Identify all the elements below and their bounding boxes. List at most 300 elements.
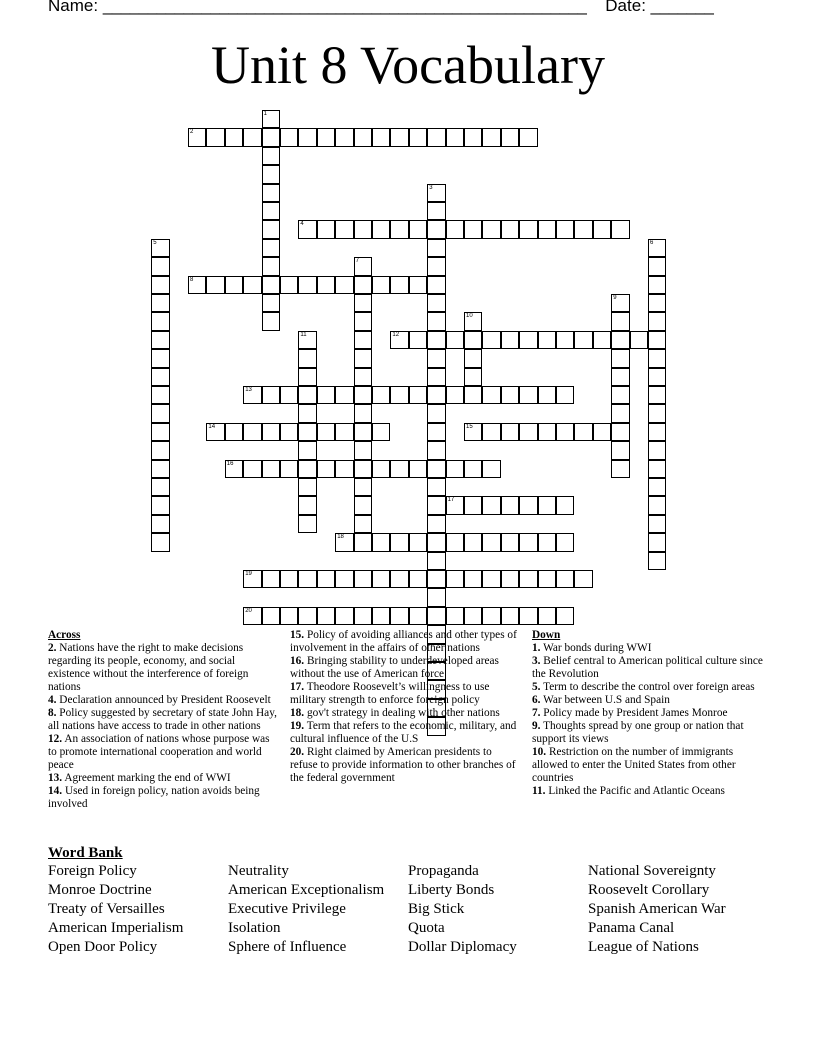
- crossword-cell[interactable]: [611, 386, 629, 404]
- crossword-cell[interactable]: [611, 312, 629, 330]
- crossword-cell[interactable]: [427, 349, 445, 367]
- crossword-cell[interactable]: [262, 202, 280, 220]
- crossword-cell[interactable]: [446, 496, 464, 514]
- crossword-cell[interactable]: [390, 276, 408, 294]
- clue-num: 9.: [532, 720, 541, 732]
- crossword-cell[interactable]: [556, 331, 574, 349]
- crossword-cell[interactable]: [151, 441, 169, 459]
- crossword-cell[interactable]: [611, 441, 629, 459]
- crossword-cell[interactable]: [372, 607, 390, 625]
- clue-text: Agreement marking the end of WWI: [62, 772, 231, 784]
- crossword-cell[interactable]: [464, 128, 482, 146]
- crossword-cell[interactable]: [648, 404, 666, 422]
- crossword-cell[interactable]: [427, 257, 445, 275]
- crossword-cell[interactable]: [482, 533, 500, 551]
- crossword-cell[interactable]: [648, 276, 666, 294]
- crossword-cell[interactable]: [372, 570, 390, 588]
- crossword-cell[interactable]: [354, 368, 372, 386]
- crossword-cell[interactable]: [298, 349, 316, 367]
- crossword-cell[interactable]: [427, 460, 445, 478]
- crossword-cell[interactable]: [206, 423, 224, 441]
- crossword-cell[interactable]: [574, 331, 592, 349]
- crossword-cell[interactable]: [427, 239, 445, 257]
- crossword-cell[interactable]: [243, 423, 261, 441]
- crossword-cell[interactable]: [262, 239, 280, 257]
- crossword-cell[interactable]: [354, 294, 372, 312]
- page-title: Unit 8 Vocabulary: [211, 35, 605, 95]
- crossword-cell[interactable]: [446, 533, 464, 551]
- crossword-cell[interactable]: [317, 460, 335, 478]
- crossword-cell[interactable]: [427, 552, 445, 570]
- crossword-cell[interactable]: [262, 165, 280, 183]
- crossword-cell[interactable]: [280, 386, 298, 404]
- crossword-cell[interactable]: [501, 386, 519, 404]
- crossword-cell[interactable]: [317, 423, 335, 441]
- crossword-cell[interactable]: [464, 533, 482, 551]
- crossword-cell[interactable]: [298, 276, 316, 294]
- crossword-cell[interactable]: [427, 496, 445, 514]
- crossword-cell[interactable]: [390, 570, 408, 588]
- crossword-cell[interactable]: [390, 460, 408, 478]
- crossword-cell[interactable]: [262, 312, 280, 330]
- crossword-cell[interactable]: [464, 423, 482, 441]
- crossword-cell[interactable]: [151, 368, 169, 386]
- crossword-cell[interactable]: [501, 423, 519, 441]
- crossword-cell[interactable]: [354, 276, 372, 294]
- crossword-cell[interactable]: [648, 441, 666, 459]
- crossword-cell[interactable]: [280, 607, 298, 625]
- crossword-cell[interactable]: [225, 128, 243, 146]
- crossword-cell[interactable]: [427, 423, 445, 441]
- crossword-cell[interactable]: [262, 276, 280, 294]
- crossword-cell[interactable]: [611, 460, 629, 478]
- clue-text: Right claimed by American presidents to refuse to provide information to other branches of the federal government: [290, 746, 516, 784]
- crossword-cell[interactable]: [225, 276, 243, 294]
- crossword-cell[interactable]: [464, 331, 482, 349]
- crossword-cell[interactable]: [262, 220, 280, 238]
- crossword-cell[interactable]: [611, 404, 629, 422]
- crossword-cell[interactable]: [446, 331, 464, 349]
- crossword-cell[interactable]: [409, 128, 427, 146]
- crossword-cell[interactable]: [262, 607, 280, 625]
- crossword-cell[interactable]: [298, 515, 316, 533]
- crossword-cell[interactable]: [648, 515, 666, 533]
- crossword-cell[interactable]: [372, 276, 390, 294]
- crossword-cell[interactable]: [151, 533, 169, 551]
- word-bank-item: Foreign Policy: [48, 863, 137, 879]
- clue-text: Declaration announced by President Roosevelt: [56, 694, 271, 706]
- crossword-cell[interactable]: [501, 533, 519, 551]
- crossword-cell[interactable]: [354, 515, 372, 533]
- crossword-cell[interactable]: [427, 312, 445, 330]
- crossword-cell[interactable]: [464, 607, 482, 625]
- crossword-cell[interactable]: [427, 515, 445, 533]
- crossword-cell[interactable]: [409, 331, 427, 349]
- crossword-cell[interactable]: [354, 128, 372, 146]
- word-bank-item: American Exceptionalism: [228, 882, 385, 898]
- crossword-cell[interactable]: [151, 404, 169, 422]
- crossword-cell[interactable]: [464, 220, 482, 238]
- crossword-cell[interactable]: [188, 276, 206, 294]
- crossword-cell[interactable]: [280, 570, 298, 588]
- crossword-cell[interactable]: [446, 220, 464, 238]
- crossword-cell[interactable]: [538, 423, 556, 441]
- crossword-cell[interactable]: [630, 331, 648, 349]
- crossword-cell[interactable]: [335, 607, 353, 625]
- word-bank-item: Roosevelt Corollary: [588, 882, 710, 898]
- crossword-cell[interactable]: [335, 423, 353, 441]
- crossword-cell[interactable]: [611, 331, 629, 349]
- crossword-cell[interactable]: [280, 460, 298, 478]
- crossword-cell[interactable]: [335, 128, 353, 146]
- crossword-cell[interactable]: [556, 220, 574, 238]
- crossword-cell[interactable]: [464, 496, 482, 514]
- crossword-cell[interactable]: [593, 331, 611, 349]
- crossword-cell[interactable]: [317, 276, 335, 294]
- crossword-cell[interactable]: [243, 276, 261, 294]
- crossword-cell[interactable]: [464, 460, 482, 478]
- clue-item: [532, 681, 768, 694]
- crossword-cell[interactable]: [427, 441, 445, 459]
- crossword-cell[interactable]: [354, 220, 372, 238]
- clue-text: War between U.S and Spain: [540, 694, 670, 706]
- crossword-cell[interactable]: [317, 570, 335, 588]
- crossword-cell[interactable]: [298, 570, 316, 588]
- crossword-cell[interactable]: [262, 423, 280, 441]
- crossword-cell[interactable]: [151, 276, 169, 294]
- crossword-cell[interactable]: [372, 386, 390, 404]
- crossword-cell[interactable]: [519, 423, 537, 441]
- crossword-cell[interactable]: [409, 533, 427, 551]
- crossword-cell[interactable]: [335, 386, 353, 404]
- crossword-cell[interactable]: [648, 552, 666, 570]
- crossword-cell[interactable]: [464, 312, 482, 330]
- crossword-cell[interactable]: [151, 312, 169, 330]
- crossword-cell[interactable]: [427, 220, 445, 238]
- crossword-cell[interactable]: [280, 423, 298, 441]
- crossword-cell[interactable]: [335, 460, 353, 478]
- crossword-cell[interactable]: [151, 460, 169, 478]
- crossword-cell[interactable]: [225, 423, 243, 441]
- crossword-cell[interactable]: [372, 423, 390, 441]
- crossword-cell[interactable]: [262, 128, 280, 146]
- clue-item: [290, 681, 520, 707]
- crossword-cell[interactable]: [611, 294, 629, 312]
- crossword-cell[interactable]: [648, 349, 666, 367]
- crossword-cell[interactable]: [390, 331, 408, 349]
- crossword-cell[interactable]: [372, 460, 390, 478]
- crossword-cell[interactable]: [151, 496, 169, 514]
- date-line[interactable]: _______: [650, 0, 714, 15]
- clue-item: [290, 655, 520, 681]
- crossword-cell[interactable]: [298, 423, 316, 441]
- crossword-cell[interactable]: [243, 607, 261, 625]
- crossword-cell[interactable]: [298, 220, 316, 238]
- crossword-cell[interactable]: [354, 607, 372, 625]
- crossword-cell[interactable]: [538, 331, 556, 349]
- word-bank-item: Monroe Doctrine: [48, 882, 152, 898]
- crossword-cell[interactable]: [335, 276, 353, 294]
- clue-num: 11.: [532, 785, 546, 797]
- crossword-cell[interactable]: [482, 607, 500, 625]
- crossword-cell[interactable]: [335, 533, 353, 551]
- crossword-cell[interactable]: [482, 496, 500, 514]
- crossword-cell[interactable]: [298, 404, 316, 422]
- crossword-cell[interactable]: [354, 386, 372, 404]
- crossword-cell[interactable]: [427, 570, 445, 588]
- clue-num: 3.: [532, 655, 541, 667]
- crossword-cell[interactable]: [243, 460, 261, 478]
- crossword-cell[interactable]: [317, 386, 335, 404]
- clue-num: 20.: [290, 746, 305, 758]
- crossword-cell[interactable]: [151, 239, 169, 257]
- crossword-cell[interactable]: [298, 331, 316, 349]
- crossword-cell[interactable]: [482, 423, 500, 441]
- crossword-cell[interactable]: [648, 460, 666, 478]
- crossword-cell[interactable]: [151, 515, 169, 533]
- crossword-cell[interactable]: [354, 570, 372, 588]
- crossword-cell[interactable]: [482, 460, 500, 478]
- crossword-cell[interactable]: [354, 349, 372, 367]
- crossword-cell[interactable]: [501, 570, 519, 588]
- crossword-cell[interactable]: [354, 257, 372, 275]
- crossword-cell[interactable]: [648, 312, 666, 330]
- crossword-cell[interactable]: [188, 128, 206, 146]
- crossword-cell[interactable]: [519, 386, 537, 404]
- crossword-cell[interactable]: [280, 276, 298, 294]
- crossword-cell[interactable]: [317, 220, 335, 238]
- crossword-cell[interactable]: [354, 312, 372, 330]
- crossword-cell[interactable]: [593, 220, 611, 238]
- crossword-cell[interactable]: [280, 128, 298, 146]
- crossword-cell[interactable]: [556, 386, 574, 404]
- crossword-cell[interactable]: [427, 331, 445, 349]
- crossword-cell[interactable]: [519, 533, 537, 551]
- crossword-cell[interactable]: [648, 423, 666, 441]
- word-bank-item: Neutrality: [228, 863, 289, 879]
- crossword-cell[interactable]: [648, 368, 666, 386]
- crossword-cell[interactable]: [151, 386, 169, 404]
- crossword-cell[interactable]: [151, 294, 169, 312]
- crossword-cell[interactable]: [501, 496, 519, 514]
- crossword-cell[interactable]: [390, 220, 408, 238]
- crossword-cell[interactable]: [335, 220, 353, 238]
- crossword-cell[interactable]: [538, 496, 556, 514]
- crossword-cell[interactable]: [317, 607, 335, 625]
- crossword-cell[interactable]: [317, 128, 335, 146]
- crossword-cell[interactable]: [335, 570, 353, 588]
- clue-num: 4.: [48, 694, 57, 706]
- clue-number: 1: [263, 111, 267, 117]
- crossword-cell[interactable]: [409, 386, 427, 404]
- crossword-cell[interactable]: [519, 496, 537, 514]
- crossword-cell[interactable]: [648, 294, 666, 312]
- crossword-cell[interactable]: [464, 570, 482, 588]
- crossword-cell[interactable]: [151, 331, 169, 349]
- crossword-cell[interactable]: [354, 533, 372, 551]
- crossword-cell[interactable]: [427, 294, 445, 312]
- crossword-cell[interactable]: [519, 331, 537, 349]
- crossword-cell[interactable]: [556, 607, 574, 625]
- clue-text: Nations have the right to make decisions regarding its people, economy, and social existence without the interference of foreign nations: [48, 642, 249, 693]
- crossword-cell[interactable]: [427, 128, 445, 146]
- crossword-cell[interactable]: [262, 184, 280, 202]
- crossword-cell[interactable]: [648, 496, 666, 514]
- crossword-cell[interactable]: [262, 110, 280, 128]
- crossword-cell[interactable]: [648, 331, 666, 349]
- crossword-cell[interactable]: [482, 331, 500, 349]
- crossword-cell[interactable]: [648, 386, 666, 404]
- clue-number: 17: [447, 497, 455, 504]
- crossword-cell[interactable]: [611, 368, 629, 386]
- crossword-cell[interactable]: [390, 128, 408, 146]
- crossword-cell[interactable]: [556, 496, 574, 514]
- crossword-cell[interactable]: [464, 386, 482, 404]
- clue-number: 11: [300, 331, 307, 338]
- crossword-cell[interactable]: [611, 423, 629, 441]
- crossword-cell[interactable]: [243, 570, 261, 588]
- crossword-cell[interactable]: [556, 423, 574, 441]
- crossword-cell[interactable]: [427, 184, 445, 202]
- crossword-cell[interactable]: [409, 460, 427, 478]
- clue-number: 8: [190, 276, 194, 283]
- crossword-cell[interactable]: [298, 386, 316, 404]
- crossword-cell[interactable]: [538, 570, 556, 588]
- crossword-cell[interactable]: [501, 331, 519, 349]
- crossword-cell[interactable]: [538, 607, 556, 625]
- crossword-cell[interactable]: [151, 478, 169, 496]
- crossword-cell[interactable]: [464, 368, 482, 386]
- crossword-cell[interactable]: [446, 460, 464, 478]
- crossword-cell[interactable]: [151, 257, 169, 275]
- crossword-cell[interactable]: [354, 331, 372, 349]
- clue-text: Used in foreign policy, nation avoids being involved: [48, 785, 260, 810]
- clue-num: 6.: [532, 694, 541, 706]
- name-line[interactable]: ______________________________________________________: [102, 0, 587, 15]
- crossword-cell[interactable]: [206, 276, 224, 294]
- crossword-cell[interactable]: [446, 386, 464, 404]
- crossword-cell[interactable]: [390, 607, 408, 625]
- crossword-cell[interactable]: [354, 460, 372, 478]
- crossword-cell[interactable]: [298, 368, 316, 386]
- crossword-cell[interactable]: [482, 220, 500, 238]
- clue-item: [290, 746, 520, 785]
- crossword-cell[interactable]: [482, 386, 500, 404]
- crossword-cell[interactable]: [446, 128, 464, 146]
- crossword-cell[interactable]: [446, 570, 464, 588]
- crossword-cell[interactable]: [298, 607, 316, 625]
- crossword-cell[interactable]: [648, 239, 666, 257]
- word-bank-item: League of Nations: [588, 939, 699, 955]
- crossword-cell[interactable]: [390, 533, 408, 551]
- crossword-cell[interactable]: [409, 607, 427, 625]
- crossword-cell[interactable]: [243, 128, 261, 146]
- crossword-cell[interactable]: [262, 257, 280, 275]
- crossword-cell[interactable]: [354, 496, 372, 514]
- clue-item: [48, 772, 280, 785]
- crossword-cell[interactable]: [611, 349, 629, 367]
- crossword-cell[interactable]: [427, 404, 445, 422]
- crossword-cell[interactable]: [409, 570, 427, 588]
- crossword-cell[interactable]: [298, 128, 316, 146]
- clue-text: Bringing stability to underdeveloped areas without the use of American force: [290, 655, 499, 680]
- crossword-cell[interactable]: [538, 533, 556, 551]
- crossword-cell[interactable]: [482, 128, 500, 146]
- crossword-cell[interactable]: [574, 220, 592, 238]
- crossword-cell[interactable]: [482, 570, 500, 588]
- crossword-cell[interactable]: [427, 368, 445, 386]
- crossword-cell[interactable]: [427, 386, 445, 404]
- crossword-cell[interactable]: [298, 478, 316, 496]
- crossword-cell[interactable]: [262, 294, 280, 312]
- crossword-cell[interactable]: [648, 257, 666, 275]
- crossword-cell[interactable]: [298, 496, 316, 514]
- crossword-cell[interactable]: [409, 220, 427, 238]
- down-heading: Down: [532, 629, 561, 641]
- crossword-cell[interactable]: [243, 386, 261, 404]
- crossword-cell[interactable]: [262, 570, 280, 588]
- crossword-cell[interactable]: [225, 460, 243, 478]
- crossword-cell[interactable]: [519, 220, 537, 238]
- crossword-cell[interactable]: [593, 423, 611, 441]
- crossword-cell[interactable]: [648, 478, 666, 496]
- crossword-cell[interactable]: [464, 349, 482, 367]
- crossword-cell[interactable]: [648, 533, 666, 551]
- crossword-cell[interactable]: [206, 128, 224, 146]
- crossword-cell[interactable]: [409, 276, 427, 294]
- crossword-cell[interactable]: [556, 570, 574, 588]
- crossword-cell[interactable]: [427, 478, 445, 496]
- crossword-cell[interactable]: [538, 220, 556, 238]
- crossword-cell[interactable]: [519, 607, 537, 625]
- crossword-cell[interactable]: [390, 386, 408, 404]
- crossword-cell[interactable]: [262, 147, 280, 165]
- crossword-cell[interactable]: [427, 533, 445, 551]
- crossword-cell[interactable]: [574, 570, 592, 588]
- crossword-cell[interactable]: [519, 570, 537, 588]
- crossword-cell[interactable]: [538, 386, 556, 404]
- clue-text: Term to describe the control over foreign areas: [540, 681, 755, 693]
- crossword-cell[interactable]: [611, 220, 629, 238]
- crossword-cell[interactable]: [262, 460, 280, 478]
- crossword-cell[interactable]: [574, 423, 592, 441]
- crossword-cell[interactable]: [151, 423, 169, 441]
- clue-num: 10.: [532, 746, 547, 758]
- crossword-cell[interactable]: [372, 128, 390, 146]
- crossword-cell[interactable]: [298, 460, 316, 478]
- crossword-cell[interactable]: [501, 220, 519, 238]
- crossword-cell[interactable]: [427, 588, 445, 606]
- crossword-cell[interactable]: [519, 128, 537, 146]
- crossword-cell[interactable]: [556, 533, 574, 551]
- crossword-cell[interactable]: [151, 349, 169, 367]
- crossword-cell[interactable]: [427, 202, 445, 220]
- clue-text: Term that refers to the economic, military, and cultural influence of the U.S: [290, 720, 517, 745]
- crossword-cell[interactable]: [446, 607, 464, 625]
- crossword-cell[interactable]: [354, 478, 372, 496]
- crossword-cell[interactable]: [372, 220, 390, 238]
- crossword-cell[interactable]: [427, 607, 445, 625]
- crossword-cell[interactable]: [354, 404, 372, 422]
- crossword-cell[interactable]: [354, 441, 372, 459]
- crossword-cell[interactable]: [262, 386, 280, 404]
- crossword-cell[interactable]: [427, 276, 445, 294]
- crossword-cell[interactable]: [298, 441, 316, 459]
- crossword-cell[interactable]: [354, 423, 372, 441]
- crossword-cell[interactable]: [501, 607, 519, 625]
- crossword-cell[interactable]: [372, 533, 390, 551]
- crossword-cell[interactable]: [501, 128, 519, 146]
